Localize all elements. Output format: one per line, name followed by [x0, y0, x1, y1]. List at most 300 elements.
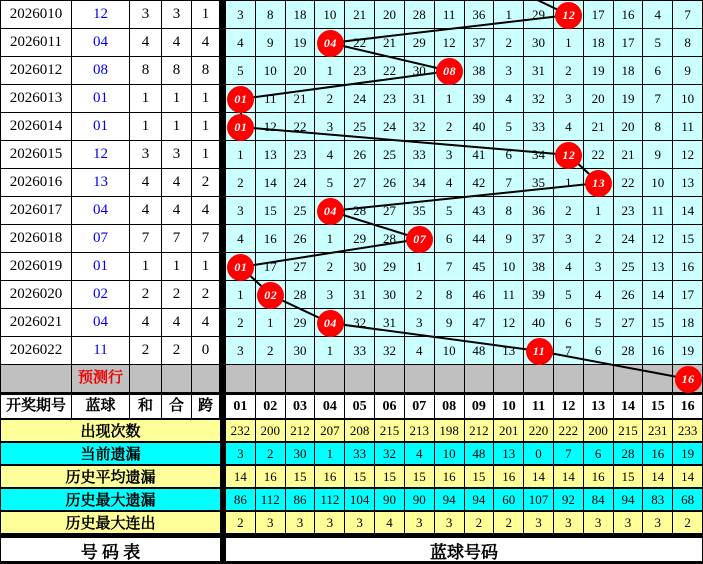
stat-value-cell: 16 [256, 466, 286, 489]
grid-cell: 31 [375, 309, 405, 337]
grid-cell: 39 [465, 85, 495, 113]
stat-value-cell: 16 [435, 466, 465, 489]
grid-cell: 21 [375, 29, 405, 57]
sum-cell: 4 [130, 169, 162, 197]
span-cell: 4 [192, 309, 220, 337]
left-column-header: 和 [130, 395, 162, 418]
grid-cell: 1 [554, 169, 584, 197]
grid-cell: 21 [345, 1, 375, 29]
stat-value-cell: 14 [554, 466, 584, 489]
grid-cell: 5 [315, 169, 345, 197]
period-cell: 2026016 [0, 169, 72, 197]
span-cell: 2 [192, 169, 220, 197]
grid-cell: 26 [286, 225, 316, 253]
period-cell: 2026013 [0, 85, 72, 113]
span-cell: 7 [192, 225, 220, 253]
grid-cell: 14 [256, 169, 286, 197]
grid-cell: 10 [315, 1, 345, 29]
grid-cell: 5 [643, 29, 673, 57]
grid-cell [494, 365, 524, 393]
grid-cell [465, 365, 495, 393]
grid-cell: 20 [286, 57, 316, 85]
stat-value-cell: 233 [673, 420, 703, 443]
sum-cell: 1 [130, 253, 162, 281]
blue-ball-cell: 04 [72, 309, 130, 337]
stat-value-cell: 16 [315, 466, 345, 489]
stats-table [0, 420, 703, 535]
he-cell: 8 [162, 57, 192, 85]
grid-cell: 47 [465, 309, 495, 337]
ball-column-header: 03 [286, 395, 316, 418]
grid-cell: 13 [256, 141, 286, 169]
grid-cell [226, 365, 256, 393]
grid-cell: 33 [405, 141, 435, 169]
grid-cell: 6 [643, 57, 673, 85]
grid-cell: 30 [405, 57, 435, 85]
ball-column-header: 06 [375, 395, 405, 418]
stat-value-cell: 15 [286, 466, 316, 489]
stat-value-cell: 94 [465, 489, 495, 512]
blue-ball-cell: 07 [72, 225, 130, 253]
period-cell: 2026018 [0, 225, 72, 253]
stat-value-cell: 4 [405, 443, 435, 466]
stat-value-cell: 15 [405, 466, 435, 489]
grid-cell: 1 [315, 337, 345, 365]
stat-value-cell: 48 [465, 443, 495, 466]
grid-cell: 30 [524, 29, 554, 57]
ball-column-header: 02 [256, 395, 286, 418]
grid-cell: 1 [315, 225, 345, 253]
stat-value-cell: 86 [226, 489, 256, 512]
grid-cell: 1 [226, 141, 256, 169]
stat-value-cell: 231 [643, 420, 673, 443]
grid-cell: 3 [315, 113, 345, 141]
grid-cell: 21 [614, 141, 644, 169]
grid-cell: 4 [226, 225, 256, 253]
grid-cell: 6 [494, 141, 524, 169]
stat-value-cell: 3 [405, 512, 435, 535]
grid-cell: 3 [405, 309, 435, 337]
grid-cell: 18 [673, 309, 703, 337]
grid-cell: 8 [435, 281, 465, 309]
grid-cell: 26 [345, 141, 375, 169]
grid-cell: 1 [226, 281, 256, 309]
grid-cell: 7 [435, 253, 465, 281]
grid-cell: 43 [465, 197, 495, 225]
grid-cell: 34 [524, 141, 554, 169]
he-cell: 4 [162, 29, 192, 57]
grid-cell: 10 [673, 85, 703, 113]
grid-cell: 2 [554, 57, 584, 85]
grid-cell: 24 [286, 169, 316, 197]
drawn-ball-circle: 12 [555, 142, 582, 169]
ball-column-header: 07 [405, 395, 435, 418]
span-cell: 2 [192, 281, 220, 309]
grid-cell [256, 365, 286, 393]
grid-cell [315, 365, 345, 393]
grid-cell: 24 [614, 225, 644, 253]
stat-value-cell: 6 [584, 443, 614, 466]
sum-cell: 1 [130, 85, 162, 113]
sum-cell: 3 [130, 1, 162, 29]
grid-cell: 2 [315, 253, 345, 281]
stat-value-cell: 212 [286, 420, 316, 443]
stat-value-cell: 15 [345, 466, 375, 489]
he-cell [162, 365, 192, 393]
grid-cell: 29 [286, 309, 316, 337]
grid-cell: 22 [584, 141, 614, 169]
span-cell: 8 [192, 57, 220, 85]
grid-cell: 17 [614, 29, 644, 57]
grid-cell [345, 365, 375, 393]
span-cell [192, 365, 220, 393]
grid-cell: 9 [435, 309, 465, 337]
span-cell: 0 [192, 337, 220, 365]
grid-cell: 3 [435, 141, 465, 169]
grid-cell: 7 [554, 337, 584, 365]
prediction-row-label: 预测行 [72, 365, 130, 393]
left-column-header: 合 [162, 395, 192, 418]
grid-cell: 9 [494, 225, 524, 253]
stat-value-cell: 220 [524, 420, 554, 443]
grid-cell: 28 [345, 197, 375, 225]
grid-cell: 45 [465, 253, 495, 281]
sum-cell: 1 [130, 113, 162, 141]
grid-cell: 4 [226, 29, 256, 57]
stat-value-cell: 0 [524, 443, 554, 466]
ball-column-header: 05 [345, 395, 375, 418]
period-cell: 2026010 [0, 1, 72, 29]
drawn-ball-circle: 04 [317, 30, 344, 57]
stat-value-cell: 86 [286, 489, 316, 512]
drawn-ball-circle: 01 [227, 114, 254, 141]
grid-cell: 17 [584, 1, 614, 29]
stat-value-cell: 19 [673, 443, 703, 466]
grid-cell [554, 365, 584, 393]
drawn-ball-circle: 04 [317, 198, 344, 225]
grid-cell: 26 [375, 169, 405, 197]
stat-value-cell: 212 [465, 420, 495, 443]
stat-value-cell: 200 [256, 420, 286, 443]
grid-cell: 19 [673, 337, 703, 365]
drawn-ball-circle: 11 [526, 338, 553, 365]
grid-cell: 22 [375, 57, 405, 85]
drawn-ball-circle: 01 [227, 254, 254, 281]
ball-column-header: 13 [584, 395, 614, 418]
stat-value-cell: 14 [226, 466, 256, 489]
left-column-header: 开奖期号 [0, 395, 72, 418]
stat-value-cell: 207 [315, 420, 345, 443]
grid-cell: 29 [524, 1, 554, 29]
grid-cell: 29 [375, 253, 405, 281]
grid-cell: 32 [375, 337, 405, 365]
period-cell: 2026022 [0, 337, 72, 365]
grid-cell: 8 [256, 1, 286, 29]
ball-column-header: 08 [435, 395, 465, 418]
he-cell: 3 [162, 1, 192, 29]
grid-cell: 9 [256, 29, 286, 57]
drawn-ball-circle: 04 [317, 310, 344, 337]
blue-ball-cell: 12 [72, 141, 130, 169]
stat-value-cell: 90 [375, 489, 405, 512]
grid-cell: 1 [315, 57, 345, 85]
grid-cell: 11 [435, 1, 465, 29]
ball-column-header: 01 [226, 395, 256, 418]
stat-label: 历史最大连出 [0, 512, 220, 535]
grid-cell: 1 [494, 1, 524, 29]
stat-label: 历史最大遗漏 [0, 489, 220, 512]
grid-cell: 40 [465, 113, 495, 141]
period-cell: 2026017 [0, 197, 72, 225]
grid-cell [643, 365, 673, 393]
sum-cell: 8 [130, 57, 162, 85]
sum-cell: 3 [130, 141, 162, 169]
stat-value-cell: 60 [494, 489, 524, 512]
grid-cell: 4 [494, 85, 524, 113]
he-cell: 4 [162, 309, 192, 337]
grid-cell: 8 [643, 113, 673, 141]
stat-value-cell: 13 [494, 443, 524, 466]
ball-column-header: 16 [673, 395, 703, 418]
ball-column-header: 10 [494, 395, 524, 418]
grid-cell: 27 [375, 197, 405, 225]
grid-cell: 6 [584, 337, 614, 365]
grid-cell: 9 [673, 57, 703, 85]
stat-value-cell: 2 [256, 443, 286, 466]
grid-cell: 10 [494, 253, 524, 281]
sum-cell: 4 [130, 29, 162, 57]
grid-cell: 3 [226, 1, 256, 29]
stat-value-cell: 3 [256, 512, 286, 535]
grid-cell: 38 [524, 253, 554, 281]
stat-value-cell: 16 [584, 466, 614, 489]
grid-cell: 36 [524, 197, 554, 225]
grid-cell: 28 [375, 225, 405, 253]
span-cell: 4 [192, 197, 220, 225]
stat-value-cell: 112 [256, 489, 286, 512]
period-cell: 2026019 [0, 253, 72, 281]
stat-value-cell: 107 [524, 489, 554, 512]
grid-cell: 16 [643, 337, 673, 365]
grid-cell: 6 [554, 309, 584, 337]
grid-cell: 8 [673, 29, 703, 57]
grid-cell: 18 [614, 57, 644, 85]
grid-cell: 11 [643, 197, 673, 225]
grid-cell: 39 [524, 281, 554, 309]
he-cell: 1 [162, 253, 192, 281]
footer-row [0, 535, 703, 564]
grid-cell: 12 [256, 113, 286, 141]
grid-cell: 4 [405, 337, 435, 365]
stat-value-cell: 92 [554, 489, 584, 512]
grid-cell: 4 [584, 281, 614, 309]
stat-value-cell: 3 [345, 512, 375, 535]
grid-cell: 29 [345, 225, 375, 253]
he-cell: 2 [162, 281, 192, 309]
sum-cell: 4 [130, 309, 162, 337]
stat-value-cell: 33 [345, 443, 375, 466]
grid-cell: 24 [345, 85, 375, 113]
blue-ball-cell: 08 [72, 57, 130, 85]
grid-cell: 4 [554, 253, 584, 281]
grid-cell: 12 [643, 225, 673, 253]
grid-cell: 10 [435, 337, 465, 365]
grid-cell: 35 [524, 169, 554, 197]
grid-cell: 1 [584, 197, 614, 225]
drawn-ball-circle: 13 [585, 170, 612, 197]
grid-cell: 13 [494, 337, 524, 365]
stat-value-cell: 215 [614, 420, 644, 443]
period-cell: 2026014 [0, 113, 72, 141]
stat-value-cell: 3 [584, 512, 614, 535]
grid-cell: 14 [673, 197, 703, 225]
stat-value-cell: 3 [315, 512, 345, 535]
ball-column-header: 09 [465, 395, 495, 418]
grid-cell: 33 [524, 113, 554, 141]
blue-ball-cell: 11 [72, 337, 130, 365]
blue-ball-cell: 04 [72, 197, 130, 225]
stat-value-cell: 83 [643, 489, 673, 512]
stat-value-cell: 10 [435, 443, 465, 466]
grid-cell: 26 [614, 281, 644, 309]
grid-cell: 23 [614, 197, 644, 225]
grid-cell: 30 [345, 253, 375, 281]
drawn-ball-circle: 02 [257, 282, 284, 309]
sum-cell: 4 [130, 197, 162, 225]
stat-value-cell: 222 [554, 420, 584, 443]
grid-cell: 30 [375, 281, 405, 309]
grid-cell: 22 [345, 29, 375, 57]
grid-cell: 6 [435, 225, 465, 253]
grid-cell: 9 [643, 141, 673, 169]
grid-cell: 21 [286, 85, 316, 113]
grid-cell [405, 365, 435, 393]
grid-cell: 28 [614, 337, 644, 365]
stat-value-cell: 3 [614, 512, 644, 535]
stat-value-cell: 198 [435, 420, 465, 443]
grid-cell: 15 [673, 225, 703, 253]
grid-cell: 5 [435, 197, 465, 225]
grid-cell: 12 [435, 29, 465, 57]
grid-cell: 2 [226, 169, 256, 197]
grid-cell [286, 365, 316, 393]
grid-cell [524, 365, 554, 393]
grid-cell: 25 [375, 141, 405, 169]
ball-column-header: 11 [524, 395, 554, 418]
span-cell: 1 [192, 85, 220, 113]
blue-ball-cell: 02 [72, 281, 130, 309]
grid-cell: 23 [286, 141, 316, 169]
grid-cell: 4 [554, 113, 584, 141]
grid-cell: 44 [465, 225, 495, 253]
blue-ball-numbers-label: 蓝球号码 [226, 538, 703, 563]
he-cell: 3 [162, 141, 192, 169]
grid-cell: 18 [286, 1, 316, 29]
blue-ball-cell: 04 [72, 29, 130, 57]
grid-cell: 25 [286, 197, 316, 225]
grid-cell: 42 [465, 169, 495, 197]
grid-cell: 27 [345, 169, 375, 197]
grid-cell: 11 [673, 113, 703, 141]
grid-cell: 23 [345, 57, 375, 85]
stat-label: 当前遗漏 [0, 443, 220, 466]
stat-label: 历史平均遗漏 [0, 466, 220, 489]
number-table-label: 号 码 表 [0, 538, 220, 563]
grid-cell: 2 [405, 281, 435, 309]
stat-value-cell: 3 [435, 512, 465, 535]
grid-cell: 24 [375, 113, 405, 141]
stat-value-cell: 3 [554, 512, 584, 535]
grid-cell: 41 [465, 141, 495, 169]
grid-cell: 4 [435, 169, 465, 197]
grid-cell: 3 [315, 281, 345, 309]
grid-cell: 2 [554, 197, 584, 225]
he-cell: 1 [162, 113, 192, 141]
grid-cell: 37 [524, 225, 554, 253]
grid-cell: 38 [465, 57, 495, 85]
ball-column-header: 12 [554, 395, 584, 418]
grid-cell: 11 [494, 281, 524, 309]
grid-cell: 3 [554, 85, 584, 113]
grid-cell: 5 [494, 113, 524, 141]
he-cell: 4 [162, 197, 192, 225]
stat-value-cell: 94 [435, 489, 465, 512]
grid-cell: 2 [584, 225, 614, 253]
grid-cell: 13 [643, 253, 673, 281]
sum-cell [130, 365, 162, 393]
drawn-ball-circle: 16 [675, 366, 702, 393]
stat-value-cell: 30 [286, 443, 316, 466]
stat-value-cell: 213 [405, 420, 435, 443]
grid-cell: 2 [435, 113, 465, 141]
grid-cell [435, 365, 465, 393]
he-cell: 4 [162, 169, 192, 197]
grid-cell: 1 [256, 309, 286, 337]
stat-value-cell: 14 [524, 466, 554, 489]
grid-cell: 13 [673, 169, 703, 197]
he-cell: 1 [162, 85, 192, 113]
stat-value-cell: 14 [643, 466, 673, 489]
blue-ball-cell: 12 [72, 1, 130, 29]
grid-cell: 21 [584, 113, 614, 141]
grid-cell: 10 [256, 57, 286, 85]
stat-value-cell: 201 [494, 420, 524, 443]
ball-column-header: 15 [643, 395, 673, 418]
stat-value-cell: 32 [375, 443, 405, 466]
grid-cell: 12 [494, 309, 524, 337]
period-cell: 2026012 [0, 57, 72, 85]
stat-value-cell: 94 [614, 489, 644, 512]
he-cell: 2 [162, 337, 192, 365]
period-cell: 2026015 [0, 141, 72, 169]
grid-cell: 10 [643, 169, 673, 197]
grid-cell: 4 [315, 141, 345, 169]
grid-cell: 14 [643, 281, 673, 309]
grid-cell: 2 [226, 309, 256, 337]
grid-cell: 1 [435, 85, 465, 113]
grid-cell: 48 [465, 337, 495, 365]
grid-cell: 8 [494, 197, 524, 225]
grid-cell: 36 [465, 1, 495, 29]
grid-cell: 5 [226, 57, 256, 85]
grid-cell: 7 [673, 1, 703, 29]
ball-column-header: 14 [614, 395, 644, 418]
grid-cell: 23 [375, 85, 405, 113]
stat-value-cell: 4 [375, 512, 405, 535]
left-column-header: 跨 [192, 395, 220, 418]
grid-cell: 7 [494, 169, 524, 197]
span-cell: 4 [192, 29, 220, 57]
